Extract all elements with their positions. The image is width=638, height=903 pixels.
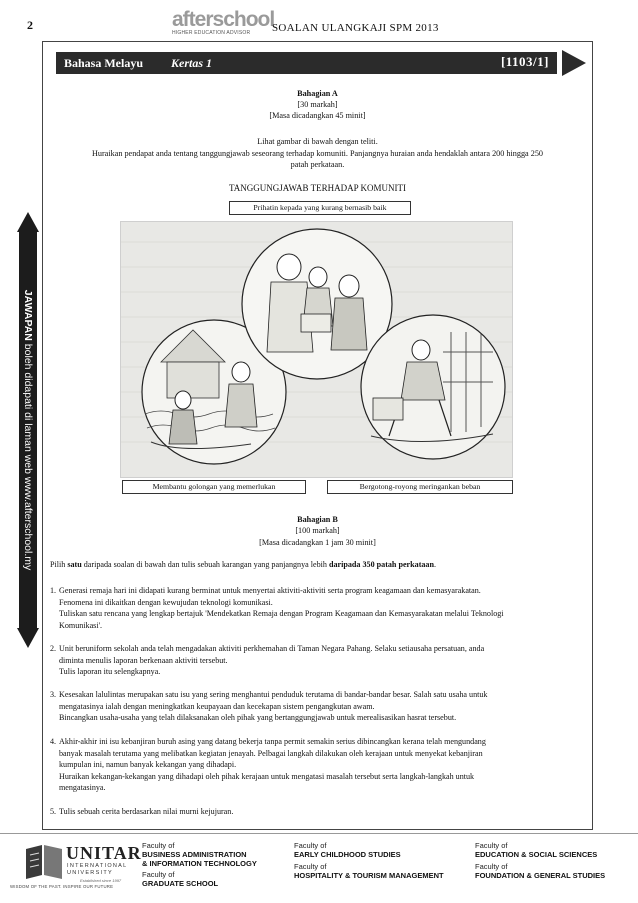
question-3: [50, 689, 580, 724]
question-4: [50, 736, 580, 794]
gotong-royong-scene: [361, 315, 505, 459]
title-bar: [56, 52, 557, 74]
section-b-intro: [50, 559, 580, 571]
unitar-emblem-icon: [22, 841, 66, 881]
logo-tagline: HIGHER EDUCATION ADVISOR: [172, 30, 251, 36]
question-1: [50, 585, 580, 631]
faculty-label: Faculty of: [142, 841, 175, 850]
community-illustration: [120, 221, 513, 478]
unitar-logo: [10, 839, 142, 895]
footer: [0, 833, 638, 903]
question-line: Tulis sebuah cerita berdasarkan nilai murni kejujuran.: [59, 807, 234, 816]
question-number: 1.: [50, 586, 57, 595]
footer-divider: [0, 833, 638, 834]
caption-left: Membantu golongan yang memerlukan: [122, 480, 306, 494]
section-a-instruction-2: Huraikan pendapat anda tentang tanggungjawab seseorang terhadap komuniti. Panjangnya huraian anda hendaklah antara 200 hingga 250: [91, 149, 544, 158]
intro-part-2: daripada soalan di bawah dan tulis sebuah karangan yang panjangnya lebih: [81, 560, 329, 569]
section-b-title: Bahagian B: [297, 515, 338, 524]
faculty-name: & INFORMATION TECHNOLOGY: [142, 859, 257, 868]
section-b-time: [Masa dicadangkan 1 jam 30 minit]: [259, 538, 376, 547]
logo-wordmark: afterschool: [172, 8, 275, 31]
question-line: Komunikasi'.: [59, 620, 103, 630]
question-line: banyak masalah terutama yang melibatkan kegiatan jenayah. Pelbagai langkah dilakukan oleh kerajaan untuk menyekat kebanjiran: [59, 748, 483, 758]
faculty-label: Faculty of: [475, 841, 508, 850]
faculty-label: Faculty of: [142, 870, 175, 879]
faculty-name: FOUNDATION & GENERAL STUDIES: [475, 871, 606, 880]
university-name: UNITAR: [66, 843, 142, 863]
exam-title: SOALAN ULANGKAJI SPM 2013: [272, 22, 439, 34]
question-number: 5.: [50, 807, 57, 816]
section-a-title: Bahagian A: [297, 89, 338, 98]
section-a-theme: TANGGUNGJAWAB TERHADAP KOMUNITI: [228, 183, 407, 193]
faculty-label: Faculty of: [475, 862, 508, 871]
faculty-foundation: [475, 862, 605, 880]
faculty-label: Faculty of: [294, 862, 327, 871]
university-sub-1: INTERNATIONAL: [67, 863, 128, 869]
university-sub-2: UNIVERSITY: [67, 870, 114, 876]
intro-part-3: .: [433, 560, 437, 569]
faculty-name: EARLY CHILDHOOD STUDIES: [294, 850, 401, 859]
faculty-name: HOSPITALITY & TOURISM MANAGEMENT: [294, 871, 444, 880]
faculty-name: GRADUATE SCHOOL: [142, 879, 219, 888]
faculty-business: [142, 841, 257, 868]
faculty-hospitality: [294, 862, 444, 880]
section-a-time: [Masa dicadangkan 45 minit]: [269, 111, 366, 120]
question-5: [50, 806, 580, 818]
arrow-right-icon: [562, 50, 586, 76]
question-line: Bincangkan usaha-usaha yang telah dilaksanakan oleh pihak yang bertanggungjawab untuk merealisasikan hasrat tersebut.: [59, 713, 457, 722]
faculty-name: EDUCATION & SOCIAL SCIENCES: [475, 850, 598, 859]
question-line: Tulis laporan itu selengkapnya.: [59, 667, 161, 676]
faculty-graduate: [142, 870, 218, 888]
subject-name: Bahasa Melayu: [64, 56, 144, 70]
question-number: 4.: [50, 737, 57, 746]
university-tagline: WISDOM OF THE PAST. INSPIRE OUR FUTURE: [10, 884, 114, 889]
question-line: kumpulan ini, namun banyak kekangan yang dihadapi.: [59, 760, 237, 769]
page-number: 2: [27, 18, 33, 32]
question-line: Kesesakan lalulintas merupakan satu isu yang sering menghantui penduduk terutama di bandar-bandar besar. Salah satu usaha untuk: [59, 690, 488, 699]
caption-top: Prihatin kepada yang kurang bernasib baik: [229, 201, 411, 215]
intro-part-1: Pilih: [50, 560, 68, 569]
side-tab-rest: boleh didapati di laman web www.afterschool.my: [22, 340, 34, 571]
question-line: mengatasinya.: [59, 783, 106, 792]
question-line: diminta menulis laporan berkenaan aktiviti tersebut.: [59, 655, 228, 665]
paper-code: [1103/1]: [500, 54, 549, 69]
section-a-instruction-3: patah perkataan.: [290, 160, 345, 169]
established-text: Established since 1997: [80, 878, 122, 883]
intro-bold-1: satu: [67, 560, 82, 569]
question-line: Unit beruniform sekolah anda telah mengadakan aktiviti perkhemahan di Taman Negara Pahang. Selaku setiausaha persatuan, anda: [59, 644, 485, 653]
faculty-name: BUSINESS ADMINISTRATION: [142, 850, 247, 859]
section-b-marks: [100 markah]: [295, 526, 340, 535]
caption-right: Bergotong-royong meringankan beban: [327, 480, 513, 494]
section-a-instruction-1: Lihat gambar di bawah dengan teliti.: [257, 137, 378, 146]
faculty-early-childhood: [294, 841, 401, 859]
paper-name: Kertas 1: [171, 56, 213, 70]
faculty-label: Faculty of: [294, 841, 327, 850]
illustration-svg: [121, 222, 513, 478]
side-tab-text: [22, 290, 34, 571]
arrow-down-icon: [17, 628, 39, 648]
afterschool-logo: [172, 8, 275, 40]
question-line: Generasi remaja hari ini didapati kurang berminat untuk menyertai aktiviti-aktiviti serta program keagamaan dan kemasyarakatan.: [59, 586, 481, 595]
question-number: 3.: [50, 690, 57, 699]
question-2: [50, 643, 580, 678]
intro-bold-2: daripada 350 patah perkataan: [328, 560, 434, 569]
answer-side-tab: [17, 212, 39, 648]
question-line: Akhir-akhir ini isu kebanjiran buruh asing yang datang bekerja tanpa permit semakin serius dibincangkan kerana telah mengundang: [59, 737, 486, 746]
arrow-up-icon: [17, 212, 39, 232]
faculty-education: [475, 841, 597, 859]
question-number: 2.: [50, 644, 57, 653]
side-tab-bold: JAWAPAN: [22, 289, 34, 341]
question-line: Tuliskan satu rencana yang lengkap bertajuk 'Mendekatkan Remaja dengan Program Keagamaan dan Kemasyarakatan melalui Teknologi: [59, 609, 504, 618]
question-line: Huraikan kekangan-kekangan yang dihadapi oleh pihak kerajaan untuk mengatasi masalah tersebut serta langkah-langkah untuk: [59, 771, 475, 781]
question-line: Fenomena ini dikaitkan dengan kewujudan teknologi komunikasi.: [59, 597, 273, 607]
question-line: mengatasinya ialah dengan meningkatkan keupayaan dan kecekapan sistem pengangkutan awam.: [59, 701, 375, 711]
section-a-marks: [30 markah]: [297, 100, 338, 109]
